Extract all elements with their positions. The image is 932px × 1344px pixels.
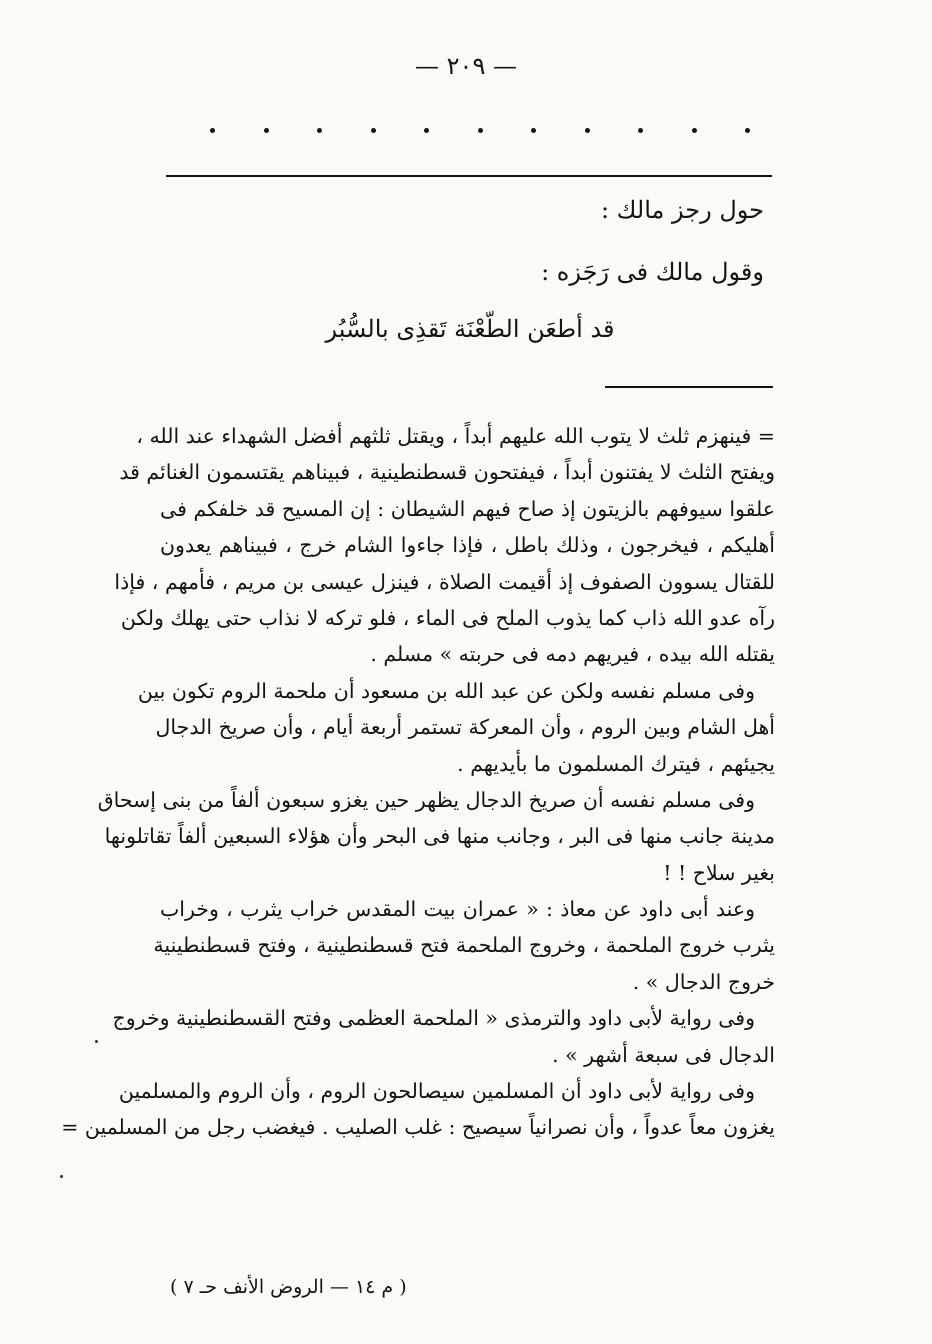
- text-line: رآه عدو الله ذاب كما يذوب الملح فى الماء ، فلو تركه لا نذاب حتى يهلك ولكن: [120, 605, 775, 630]
- dot: [478, 128, 483, 133]
- text-line: وفى مسلم نفسه ولكن عن عبد الله بن مسعود أن ملحمة الروم تكون بين: [137, 678, 755, 703]
- footnote-divider: [605, 386, 773, 388]
- page-number: — ٢٠٩ —: [415, 52, 517, 80]
- dot: [264, 128, 269, 133]
- dot: [371, 128, 376, 133]
- text-line: وفى رواية لأبى داود أن المسلمين سيصالحون الروم ، وأن الروم والمسلمين: [118, 1079, 755, 1104]
- text-line: وفى مسلم نفسه أن صريخ الدجال يظهر حين يغزو سبعون ألفاً من بنى إسحاق: [97, 787, 755, 812]
- dot: [745, 128, 750, 133]
- section-heading: حول رجز مالك :: [600, 196, 764, 224]
- text-line: يجيئهم ، فيترك المسلمون ما بأيديهم .: [457, 751, 775, 776]
- text-line: أهل الشام وبين الروم ، وأن المعركة تستمر أربعة أيام ، وأن صريخ الدجال: [155, 715, 775, 740]
- ellipsis-dots-row: [210, 128, 750, 133]
- text-line: للقتال يسوون الصفوف إذ أقيمت الصلاة ، فينزل عيسى بن مريم ، فأمهم ، فإذا: [114, 569, 775, 594]
- scan-speck: [95, 1040, 98, 1043]
- text-line: ويفتح الثلث لا يفتنون أبداً ، فيفتحون قسطنطينية ، فبيناهم يقتسمون الغنائم قد: [119, 460, 775, 485]
- dot: [692, 128, 697, 133]
- text-line: وعند أبى داود عن معاذ : « عمران بيت المقدس خراب يثرب ، وخراب: [160, 897, 755, 922]
- verse: قد أطعَن الطّعْنَة تَقذِى بالسُّبُر: [325, 315, 615, 343]
- dot: [317, 128, 322, 133]
- scan-speck: [60, 1175, 63, 1178]
- text-line: أهليكم ، فيخرجون ، وذلك باطل ، فإذا جاءوا الشام خرج ، فبيناهم يعدون: [160, 533, 775, 558]
- text-line: الدجال فى سبعة أشهر » .: [552, 1042, 775, 1067]
- text-line: مدينة جانب منها فى البر ، وجانب منها فى البحر وأن هؤلاء السبعين ألفاً تقاتلونها: [104, 824, 775, 849]
- text-line: يثرب خروج الملحمة ، وخروج الملحمة فتح قسطنطينية ، وفتح قسطنطينية: [153, 933, 775, 958]
- text-line: = فينهزم ثلث لا يتوب الله عليهم أبداً ، ويقتل ثلثهم أفضل الشهداء عند الله ،: [136, 424, 775, 448]
- footnote-body: [61, 418, 775, 1146]
- dot: [585, 128, 590, 133]
- dot: [424, 128, 429, 133]
- signature-footer: ( م ١٤ — الروض الأنف حـ ٧ ): [170, 1276, 407, 1298]
- text-line: وفى رواية لأبى داود والترمذى « الملحمة العظمى وفتح القسطنطينية وخروج: [112, 1006, 755, 1031]
- text-line: بغير سلاح ! !: [663, 860, 775, 885]
- text-line: يغزون معاً عدواً ، وأن نصرانياً سيصيح : غلب الصليب . فيغضب رجل من المسلمين =: [61, 1115, 775, 1140]
- dot: [210, 128, 215, 133]
- top-divider: [166, 175, 772, 177]
- text-line: يقتله الله بيده ، فيريهم دمه فى حربته » مسلم .: [370, 642, 775, 667]
- quote-intro: وقول مالك فى رَجَزه :: [541, 258, 764, 286]
- text-line: خروج الدجال » .: [632, 969, 775, 994]
- dot: [531, 128, 536, 133]
- dot: [638, 128, 643, 133]
- text-line: علقوا سيوفهم بالزيتون إذ صاح فيهم الشيطان : إن المسيح قد خلفكم فى: [160, 496, 775, 521]
